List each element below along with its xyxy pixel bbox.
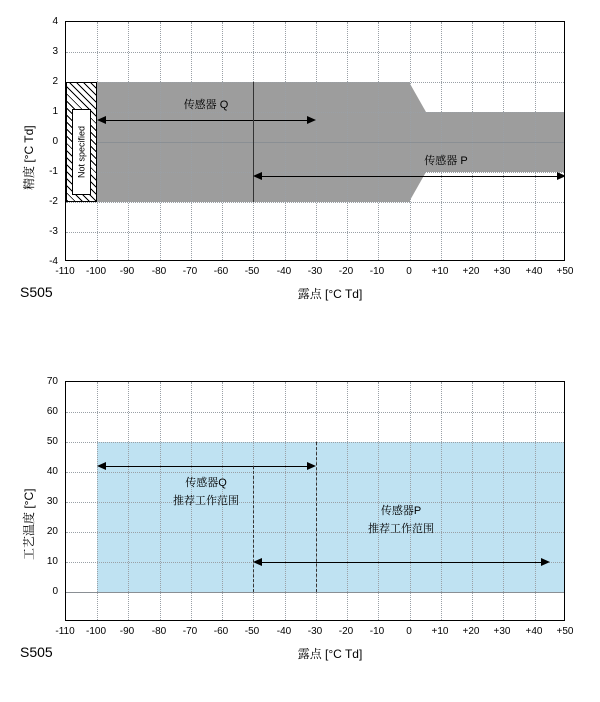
chart1-y-tick: -4 [49,256,58,267]
chart1-gridline-v [160,22,161,260]
sensor-p-boundary-line [253,466,254,592]
not-specified-label: Not specified [72,109,91,195]
chart1-x-axis-title: 露点 [°C Td] [297,287,363,301]
sensor-q-arrow-head-left [97,116,106,124]
chart1-x-tick: -90 [119,266,135,277]
process-temp-chart [0,355,600,702]
chart1-y-tick: -1 [49,166,58,177]
accuracy-chart [0,0,600,330]
chart2-x-tick: +10 [431,626,449,637]
chart2-gridline-v [535,382,536,620]
chart2-gridline-v [128,382,129,620]
chart1-y-tick: 4 [52,16,58,27]
chart1-x-tick: +40 [525,266,543,277]
chart2-y-tick: 20 [46,526,58,537]
chart1-x-tick: -40 [276,266,292,277]
sensor-q-label-line2: 推荐工作范围 [173,495,239,507]
chart2-x-tick: -90 [119,626,135,637]
chart2-gridline-v [503,382,504,620]
chart2-gridline-h [66,412,564,413]
sensor-p-arrow-head-left [253,172,262,180]
chart2-y-tick: 0 [52,586,58,597]
chart1-y-tick: 3 [52,46,58,57]
chart1-gridline-h [66,52,564,53]
chart2-gridline-v [347,382,348,620]
chart2-gridline-v [285,382,286,620]
chart1-x-tick: -50 [244,266,260,277]
chart1-y-tick: 1 [52,106,58,117]
chart1-gridline-v [222,22,223,260]
sensor-p-arrow-head-right [541,558,550,566]
chart2-x-tick: -30 [307,626,323,637]
chart1-x-tick: +10 [431,266,449,277]
chart2-x-tick: +20 [462,626,480,637]
chart1-x-tick: -100 [85,266,106,277]
sensor-p-arrow-head-right [557,172,565,180]
chart1-gridline-v [97,22,98,260]
chart2-x-tick: -10 [369,626,385,637]
sensor-p-arrow-head-left [253,558,262,566]
sensor-q-label: 传感器 Q [183,99,229,111]
chart2-y-tick: 60 [46,406,58,417]
sensor-p-label-line2: 推荐工作范围 [368,523,434,535]
recommended-range-band [97,442,565,592]
chart2-gridline-v [441,382,442,620]
chart1-x-tick: -20 [338,266,354,277]
chart2-x-tick: -40 [276,626,292,637]
chart1-gridline-v [316,22,317,260]
sensor-q-label-line1: 传感器Q [185,477,227,489]
chart1-model-label: S505 [20,284,53,300]
chart2-y-tick: 40 [46,466,58,477]
chart2-x-tick: -110 [55,626,75,637]
chart2-gridline-v [378,382,379,620]
chart1-y-tick: 2 [52,76,58,87]
chart2-x-tick: +30 [493,626,511,637]
chart2-y-tick: 10 [46,556,58,567]
chart1-y-axis-title: 精度 [°C Td] [22,125,36,190]
sensor-q-arrow-head-right [307,116,316,124]
chart2-gridline-h [66,442,564,443]
chart2-x-tick: +50 [556,626,574,637]
chart1-gridline-v [410,22,411,260]
chart1-x-tick: -110 [55,266,75,277]
chart2-x-tick: -60 [213,626,229,637]
chart1-gridline-v [285,22,286,260]
chart2-x-tick: -50 [244,626,260,637]
chart2-y-tick: 50 [46,436,58,447]
chart1-x-tick: 0 [406,266,412,277]
chart1-x-tick: -70 [182,266,198,277]
chart1-gridline-h [66,232,564,233]
chart1-y-tick: -2 [49,196,58,207]
chart1-gridline-v [472,22,473,260]
chart1-gridline-h [66,172,564,173]
chart1-x-tick: -80 [151,266,167,277]
chart1-plot-area [65,21,565,261]
chart1-gridline-v [378,22,379,260]
chart1-x-tick: +20 [462,266,480,277]
chart1-gridline-h [66,112,564,113]
chart1-gridline-h [66,202,564,203]
chart1-y-tick: -3 [49,226,58,237]
chart2-x-tick: -80 [151,626,167,637]
chart2-gridline-h [66,532,564,533]
chart2-gridline-h [66,502,564,503]
chart1-y-tick: 0 [52,136,58,147]
sensor-p-arrow-line [262,176,557,177]
sensor-q-boundary-line [316,442,317,592]
sensor-p-arrow-line [262,562,541,563]
chart1-gridline-v [128,22,129,260]
sensor-q-arrow-line [106,120,307,121]
sensor-q-arrow-head-left [97,462,106,470]
chart1-x-tick: -60 [213,266,229,277]
sensor-p-label: 传感器 P [424,155,468,167]
chart2-y-tick: 70 [46,376,58,387]
chart1-gridline-v [191,22,192,260]
chart1-gridline-v [535,22,536,260]
chart1-x-tick: -10 [369,266,385,277]
chart2-plot-area [65,381,565,621]
chart2-x-tick: -100 [85,626,106,637]
chart2-x-axis-title: 露点 [°C Td] [297,647,363,661]
chart2-gridline-h [66,472,564,473]
chart2-zero-axis [66,592,564,593]
chart2-gridline-v [472,382,473,620]
sensor-q-arrow-head-right [307,462,316,470]
chart1-gridline-v [441,22,442,260]
sensor-p-label-line1: 传感器P [380,505,422,517]
chart2-x-tick: +40 [525,626,543,637]
sensor-q-arrow-line [106,466,307,467]
chart2-gridline-v [410,382,411,620]
chart2-model-label: S505 [20,644,53,660]
chart1-x-tick: -30 [307,266,323,277]
chart2-gridline-v [97,382,98,620]
chart1-zero-axis [66,142,564,143]
chart2-x-tick: -20 [338,626,354,637]
chart2-y-tick: 30 [46,496,58,507]
sensor-boundary-line [253,82,254,202]
chart2-x-tick: 0 [406,626,412,637]
chart1-x-tick: +30 [493,266,511,277]
chart2-x-tick: -70 [182,626,198,637]
chart1-gridline-v [347,22,348,260]
chart1-gridline-v [503,22,504,260]
chart1-gridline-h [66,82,564,83]
chart1-x-tick: +50 [556,266,574,277]
chart2-y-axis-title: 工艺温度 [°C] [22,488,36,560]
